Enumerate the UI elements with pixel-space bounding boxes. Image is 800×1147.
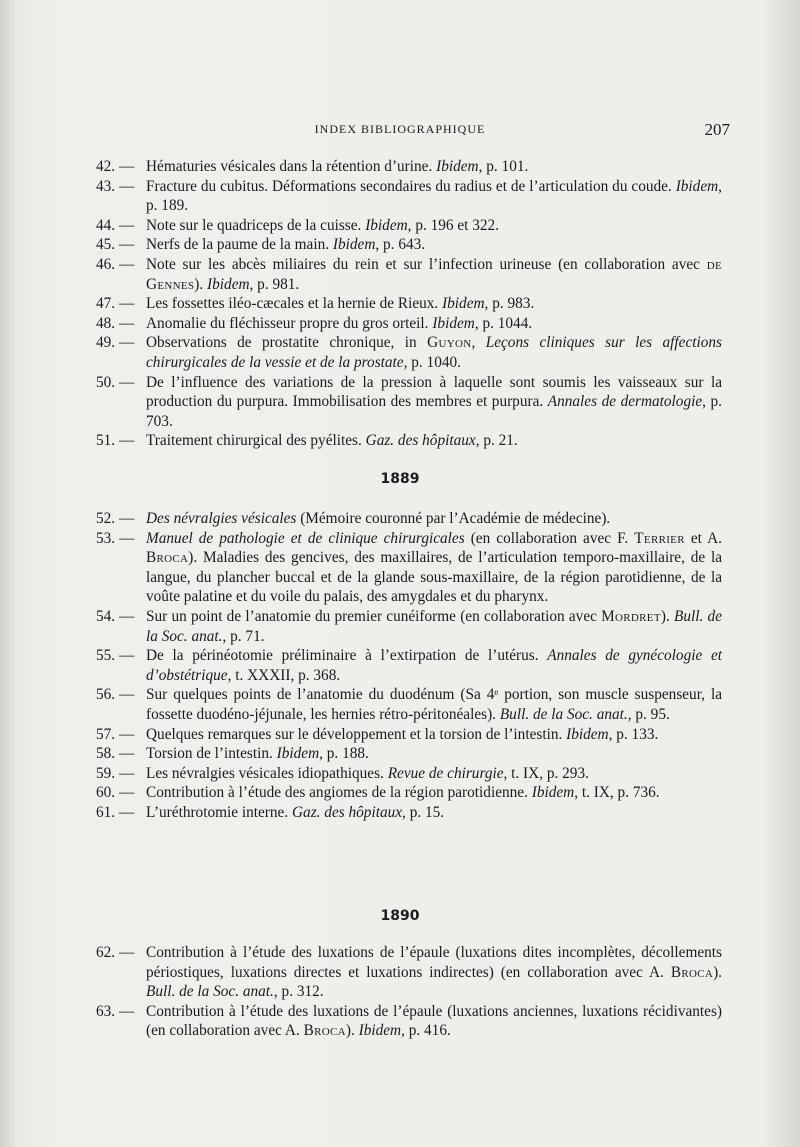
entry-text — [146, 608, 722, 645]
bibliography-entry — [96, 509, 722, 529]
entry-citation: Ibidem — [432, 314, 475, 332]
entry-text-run: Traitement chirurgical des pyélites. — [146, 432, 366, 450]
entry-text — [146, 178, 722, 215]
entry-number: 60. — — [96, 784, 135, 802]
entry-text-run: De la périnéotomie préliminaire à l’extirpation de l’utérus. — [146, 647, 548, 665]
entry-number: 51. — — [96, 432, 135, 450]
bibliography-entry — [96, 431, 722, 451]
entry-number: 53. — — [96, 529, 135, 547]
entry-text-run: Contribution à l’étude des angiomes de la région parotidienne. — [146, 784, 532, 802]
entry-text-run: Observations de prostatite chronique, in — [146, 334, 428, 352]
entry-text — [146, 726, 658, 743]
entry-number: 49. — — [96, 334, 135, 352]
running-title: INDEX BIBLIOGRAPHIQUE — [314, 122, 486, 136]
entry-citation: Ibidem — [566, 725, 609, 743]
entry-text — [146, 510, 610, 527]
entry-text — [146, 765, 589, 782]
bibliography-entry — [96, 177, 722, 216]
author-name: Broca — [303, 1022, 346, 1040]
entry-text-run: Contribution à l’étude des luxations de l’épaule (luxations dites incomplètes, décollements périostiques, luxations directes et luxations indirectes) (en collaboration avec A. — [146, 944, 722, 981]
entry-text-run: Contribution à l’étude des luxations de l’épaule (luxations anciennes, luxations récidivantes) (en collaboration avec A. — [146, 1002, 722, 1040]
entry-citation: Ibidem — [365, 216, 408, 234]
bibliography-entry — [96, 607, 722, 646]
entry-citation: Ibidem — [436, 158, 479, 175]
entry-text-run: Fracture du cubitus. Déformations secondaires du radius et de l’articulation du coude. — [146, 177, 676, 195]
entry-text — [146, 256, 722, 293]
entry-text-run: Torsion de l’intestin. — [146, 745, 277, 763]
entry-text — [146, 158, 528, 175]
author-name: Guyon — [427, 334, 472, 352]
entry-citation: Ibidem — [207, 275, 250, 293]
entry-text — [146, 745, 369, 762]
entry-citation: Bull. de la Soc. anat. — [499, 705, 628, 723]
entry-number: 50. — — [96, 373, 135, 391]
entry-text — [146, 686, 722, 723]
entry-text-run: ). Maladies des gencives, des maxillaires, de l’articulation temporo-maxillaire, de la langue, du plancher buccal et de la glande sous-maxillaire, de la région parotidienne, de la voûte palatine et du voile du palais, des amygdales et du pharynx. — [146, 549, 722, 606]
bibliography-entry — [96, 803, 722, 823]
bibliography-entry — [96, 646, 722, 685]
entry-text-run: Nerfs de la paume de la main. — [146, 236, 333, 254]
entry-text-run: , p. 312. — [273, 983, 324, 1001]
entry-citation: Ibidem — [358, 1022, 402, 1040]
entry-text-run: , p. 15. — [402, 803, 445, 821]
entry-text-run: Sur un point de l’anatomie du premier cunéiforme (en collaboration avec — [146, 607, 602, 625]
entry-text-run: Note sur les abcès miliaires du rein et sur l’infection urineuse (en collaboration avec — [146, 255, 707, 273]
entry-text-run: , p. 21. — [475, 432, 518, 450]
entry-number: 48. — — [96, 314, 135, 332]
entry-text-run: ). — [345, 1022, 359, 1040]
bibliography-entry — [96, 333, 722, 372]
entry-text-run: , p. 71. — [222, 627, 265, 645]
entry-text-run: ). — [660, 607, 674, 625]
entry-number: 62. — — [96, 944, 135, 961]
entry-text-run: , t. IX, p. 736. — [574, 784, 660, 802]
entry-text-run: , t. IX, p. 293. — [503, 764, 589, 782]
section-1888-continued — [96, 157, 722, 451]
entry-number: 58. — — [96, 745, 135, 763]
entry-number: 55. — — [96, 647, 135, 665]
entry-number: 42. — — [96, 158, 135, 175]
entry-citation: Bull. de la Soc. anat. — [146, 983, 274, 1001]
entry-text-run: , p. 983. — [484, 295, 535, 313]
entry-citation: Ibidem — [332, 236, 376, 254]
entry-text-run: L’uréthrotomie interne. — [146, 803, 292, 821]
entry-citation: Gaz. des hôpitaux — [292, 803, 403, 821]
entry-text — [146, 530, 722, 606]
entry-citation: Gaz. des hôpitaux — [365, 432, 476, 450]
entry-text-run: , p. 1044. — [474, 314, 533, 332]
entry-number: 61. — — [96, 803, 135, 821]
bibliography-entry — [96, 529, 722, 607]
year-heading-1889: 1889 — [380, 471, 420, 487]
year-heading-1890: 1890 — [380, 908, 420, 924]
bibliography-entry — [96, 157, 722, 177]
entry-text-run: , — [471, 334, 486, 352]
entry-text-run: (en collaboration avec F. — [464, 529, 635, 547]
entry-text-run: (Mémoire couronné par l’Académie de médecine). — [296, 510, 611, 527]
entry-citation: Revue de chirurgie — [387, 764, 504, 782]
author-name: Terrier — [634, 529, 685, 547]
entry-number: 56. — — [96, 686, 135, 704]
entry-text — [146, 315, 532, 332]
entry-text — [146, 944, 722, 1000]
entry-citation: Ibidem — [276, 745, 320, 763]
bibliography-entry — [96, 764, 722, 784]
entry-citation: Manuel de pathologie et de clinique chirurgicales — [146, 529, 465, 547]
bibliography-entry — [96, 783, 722, 803]
page-header — [0, 118, 800, 142]
author-name: Mordret — [601, 607, 661, 625]
entry-citation: Ibidem — [442, 295, 485, 313]
entry-text — [146, 804, 444, 821]
entry-text-run: , p. 95. — [627, 705, 670, 723]
bibliography-entry — [96, 216, 722, 236]
entry-text — [146, 334, 722, 371]
bibliography-entry — [96, 314, 722, 334]
bibliography-entry — [96, 685, 722, 724]
entry-text-run: , p. 703. — [146, 393, 723, 430]
entry-number: 44. — — [96, 216, 135, 234]
entry-number: 52. — — [96, 510, 135, 527]
bibliography-entry — [96, 1002, 722, 1041]
entry-citation: Des névralgies vésicales — [146, 510, 297, 527]
entry-text-run: , p. 416. — [401, 1022, 451, 1040]
entry-text-run: ). — [713, 963, 722, 981]
entry-number: 47. — — [96, 295, 135, 313]
bibliography-entry — [96, 943, 722, 1002]
author-name: Broca — [146, 549, 189, 567]
entry-text-run: De l’influence des variations de la pression à laquelle sont soumis les vaisseaux sur la production du purpura. Immobilisation des membres et purpura. — [146, 373, 722, 411]
entry-text — [146, 217, 499, 234]
section-1889 — [96, 509, 722, 823]
entry-text-run: , p. 101. — [478, 158, 529, 175]
entry-number: 45. — — [96, 236, 135, 254]
entry-citation: Ibidem — [531, 784, 575, 802]
entry-text — [146, 647, 722, 684]
entry-citation: Ibidem — [675, 177, 719, 195]
entry-citation: Bull. de la Soc. anat. — [146, 607, 722, 645]
entry-text-run: Quelques remarques sur le développement et la torsion de l’intestin. — [146, 725, 567, 743]
bibliography-entry — [96, 255, 722, 294]
author-name: Broca — [670, 963, 714, 981]
entry-text-run: , p. 188. — [319, 745, 369, 763]
entry-number: 63. — — [96, 1002, 135, 1020]
entry-number: 59. — — [96, 764, 135, 782]
entry-text-run: Hématuries vésicales dans la rétention d’urine. — [146, 158, 437, 175]
entry-text-run: Anomalie du fléchisseur propre du gros orteil. — [146, 314, 433, 332]
entry-text — [146, 432, 518, 449]
page-number: 207 — [704, 120, 730, 139]
entry-text-run: Les fossettes iléo-cæcales et la hernie de Rieux. — [146, 295, 443, 313]
entry-number: 57. — — [96, 725, 135, 743]
bibliography-entry — [96, 373, 722, 432]
entry-text — [146, 236, 425, 253]
entry-text-run: ). — [194, 275, 208, 293]
entry-text-run: Sur quelques points de l’anatomie du duodénum (Sa 4ᵉ portion, son muscle suspenseur, la fossette duodéno-jéjunale, les hernies rétro-péritonéales). — [146, 686, 722, 723]
entry-text-run: et A. — [684, 529, 723, 547]
entry-text — [146, 295, 534, 312]
entry-citation: Annales de gynécologie et d’obstétrique — [146, 647, 722, 684]
entry-number: 54. — — [96, 607, 135, 625]
entry-number: 43. — — [96, 177, 135, 195]
entry-text — [146, 784, 660, 801]
entry-text-run: , p. 133. — [608, 725, 659, 743]
entry-text-run: Les névralgies vésicales idiopathiques. — [146, 764, 388, 782]
entry-citation: Leçons cliniques sur les affections chirurgicales de la vessie et de la prostate — [146, 334, 722, 371]
bibliography-entry — [96, 235, 722, 255]
entry-text-run: Note sur le quadriceps de la cuisse. — [146, 216, 366, 234]
entry-text-run: , p. 196 et 322. — [407, 216, 500, 234]
entry-text — [146, 374, 722, 430]
entry-number: 46. — — [96, 255, 135, 273]
bibliography-entry — [96, 294, 722, 314]
entry-text-run: , p. 643. — [375, 236, 426, 254]
entry-text-run: , p. 189. — [146, 177, 722, 215]
author-name: de Gennes — [146, 255, 722, 293]
entry-citation: Annales de dermatologie — [547, 393, 703, 411]
entry-text-run: , p. 1040. — [403, 353, 461, 371]
entry-text-run: , p. 981. — [249, 275, 300, 293]
entry-text-run: , t. XXXII, p. 368. — [227, 666, 341, 684]
entry-text — [146, 1003, 722, 1040]
bibliography-entry — [96, 744, 722, 764]
section-1890 — [96, 943, 722, 1041]
bibliography-entry — [96, 725, 722, 745]
